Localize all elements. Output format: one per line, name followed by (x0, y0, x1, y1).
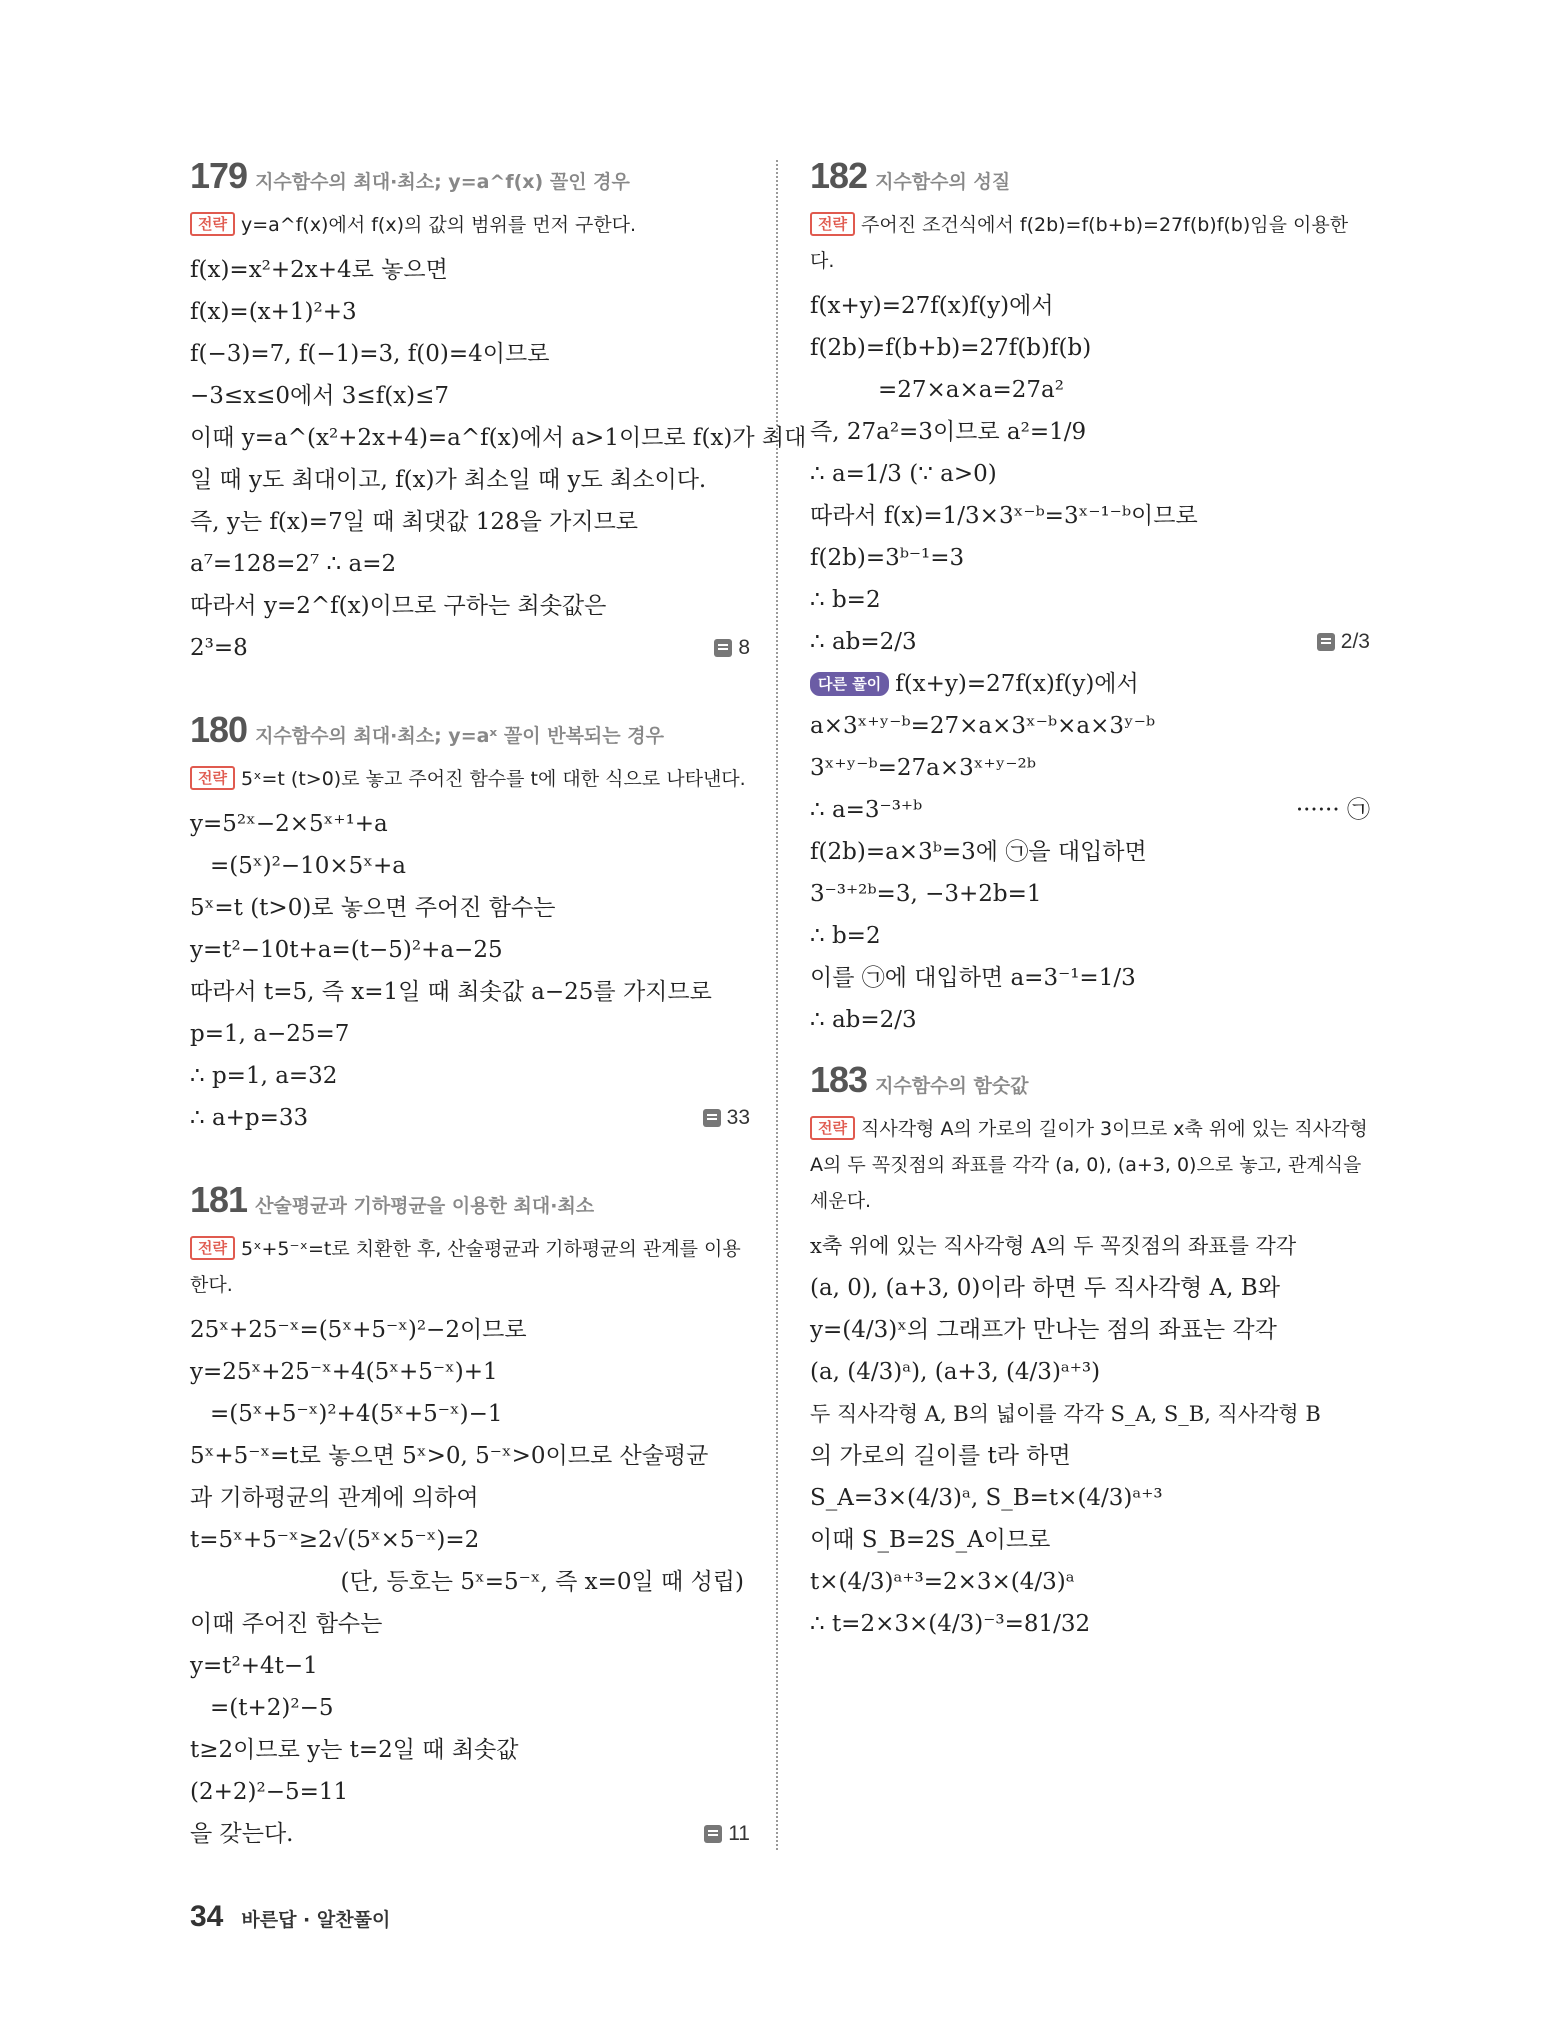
problem-header (810, 155, 1370, 197)
solution-line: ∴ ab=2/3 (810, 629, 917, 655)
alternate-solution-header (810, 663, 1370, 705)
solution-line: t×(4/3)ᵃ⁺³=2×3×(4/3)ᵃ (810, 1569, 1075, 1595)
solution-line: 2³=8 (190, 635, 248, 661)
strategy-badge: 전략 (810, 212, 855, 236)
solution-line: 5ˣ=t (t>0)로 놓으면 주어진 함수는 (190, 895, 556, 921)
strategy-text: 주어진 조건식에서 f(2b)=f(b+b)=27f(b)f(b)임을 이용한다. (810, 214, 1349, 272)
solution-line: f(2b)=a×3ᵇ=3에 ㉠을 대입하면 (810, 839, 1147, 865)
strategy (190, 761, 750, 797)
problem-number: 181 (190, 1179, 248, 1220)
answer (704, 1822, 750, 1846)
problem-title: 지수함수의 최대·최소; y=aˣ 꼴이 반복되는 경우 (255, 725, 664, 747)
solution-line: f(−3)=7, f(−1)=3, f(0)=4이므로 (190, 341, 550, 367)
solution-line: 따라서 t=5, 즉 x=1일 때 최솟값 a−25를 가지므로 (190, 979, 712, 1005)
answer (1317, 630, 1370, 654)
solution-line: (a, 0), (a+3, 0)이라 하면 두 직사각형 A, B와 (810, 1275, 1280, 1301)
solution-line: a×3ˣ⁺ʸ⁻ᵇ=27×a×3ˣ⁻ᵇ×a×3ʸ⁻ᵇ (810, 713, 1156, 739)
problem-title: 지수함수의 최대·최소; y=a^f(x) 꼴인 경우 (255, 171, 630, 193)
solution-line: f(x)=(x+1)²+3 (190, 299, 357, 325)
strategy (190, 207, 750, 243)
solution-line: ∴ t=2×3×(4/3)⁻³=81/32 (810, 1611, 1091, 1637)
solution-line: 이때 y=a^(x²+2x+4)=a^f(x)에서 a>1이므로 f(x)가 최대 (190, 425, 807, 451)
problem-header (190, 709, 750, 751)
problem-182 (810, 155, 1370, 1041)
solution-line: =(5ˣ+5⁻ˣ)²+4(5ˣ+5⁻ˣ)−1 (210, 1401, 503, 1427)
solution-line: 이를 ㉠에 대입하면 a=3⁻¹=1/3 (810, 965, 1136, 991)
solution-line: 즉, 27a²=3이므로 a²=1/9 (810, 419, 1087, 445)
book-name: 바른답 · 알찬풀이 (241, 1909, 391, 1931)
problem-179 (190, 155, 807, 669)
solution-line: f(2b)=f(b+b)=27f(b)f(b) (810, 335, 1092, 361)
answer-icon (704, 1825, 722, 1843)
solution-line: 따라서 y=2^f(x)이므로 구하는 최솟값은 (190, 593, 607, 619)
page-number: 34 (190, 1900, 224, 1933)
answer (703, 1106, 750, 1130)
strategy-text: 직사각형 A의 가로의 길이가 3이므로 x축 위에 있는 직사각형 A의 두 꼭짓점의 좌표를 각각 (a, 0), (a+3, 0)으로 놓고, 관계식을 세운다. (810, 1118, 1368, 1212)
answer-icon (703, 1109, 721, 1127)
solution-line: 과 기하평균의 관계에 의하여 (190, 1485, 479, 1511)
solution-line: t≥2이므로 y는 t=2일 때 최솟값 (190, 1737, 519, 1763)
solution-line: 을 갖는다. (190, 1821, 294, 1847)
problem-180 (190, 709, 750, 1139)
answer-value: 8 (738, 636, 750, 659)
solution-line: ∴ a+p=33 (190, 1105, 309, 1131)
solution-line: y=25ˣ+25⁻ˣ+4(5ˣ+5⁻ˣ)+1 (190, 1359, 498, 1385)
answer-value: 33 (726, 1106, 750, 1129)
solution-line: ∴ b=2 (810, 587, 881, 613)
page-footer (190, 1900, 390, 1934)
strategy-badge: 전략 (190, 212, 235, 236)
strategy (810, 207, 1370, 279)
marked-line (810, 789, 1370, 831)
solution-line: =(t+2)²−5 (210, 1695, 334, 1721)
solution-line: ∴ b=2 (810, 923, 881, 949)
solution-line: y=t²−10t+a=(t−5)²+a−25 (190, 937, 503, 963)
answer-row (190, 1097, 750, 1139)
problem-header (190, 1179, 750, 1221)
problem-header (190, 155, 750, 197)
solution-line: f(x+y)=27f(x)f(y)에서 (810, 293, 1054, 319)
problem-183 (810, 1059, 1370, 1645)
solution-line: (단, 등호는 5ˣ=5⁻ˣ, 즉 x=0일 때 성립) (340, 1569, 744, 1595)
solution-line: ∴ ab=2/3 (810, 1007, 917, 1033)
solution-line: ∴ a=3⁻³⁺ᵇ (810, 797, 923, 823)
column-divider (776, 160, 778, 1850)
problem-title: 산술평균과 기하평균을 이용한 최대·최소 (255, 1195, 595, 1217)
answer-icon (714, 639, 732, 657)
solution-line: =(5ˣ)²−10×5ˣ+a (210, 853, 406, 879)
solution-line: 이때 주어진 함수는 (190, 1611, 383, 1637)
solution-line: x축 위에 있는 직사각형 A의 두 꼭짓점의 좌표를 각각 (810, 1234, 1297, 1258)
answer-row (190, 1813, 750, 1855)
solution-line: =27×a×a=27a² (878, 377, 1064, 403)
solution-line: 3ˣ⁺ʸ⁻ᵇ=27a×3ˣ⁺ʸ⁻²ᵇ (810, 755, 1036, 781)
problem-number: 180 (190, 709, 248, 750)
solution-line: 의 가로의 길이를 t라 하면 (810, 1443, 1071, 1469)
solution-line: t=5ˣ+5⁻ˣ≥2√(5ˣ×5⁻ˣ)=2 (190, 1527, 480, 1553)
solution-line: y=t²+4t−1 (190, 1653, 318, 1679)
solution-line: (2+2)²−5=11 (190, 1779, 349, 1805)
answer-value: 11 (728, 1822, 750, 1845)
problem-number: 179 (190, 155, 248, 196)
solution-line: a⁷=128=2⁷ ∴ a=2 (190, 551, 397, 577)
problem-number: 183 (810, 1059, 868, 1100)
strategy-badge: 전략 (190, 1236, 235, 1260)
solution-line: 두 직사각형 A, B의 넓이를 각각 S_A, S_B, 직사각형 B (810, 1402, 1321, 1426)
answer-row (810, 621, 1370, 663)
solution-line: 일 때 y도 최대이고, f(x)가 최소일 때 y도 최소이다. (190, 467, 707, 493)
solution-line: 3⁻³⁺²ᵇ=3, −3+2b=1 (810, 881, 1042, 907)
problem-title: 지수함수의 함숫값 (875, 1075, 1029, 1097)
solution-line: 이때 S_B=2S_A이므로 (810, 1527, 1051, 1553)
strategy (190, 1231, 750, 1303)
solution-line: (a, (4/3)ᵃ), (a+3, (4/3)ᵃ⁺³) (810, 1359, 1101, 1385)
answer-icon (1317, 633, 1335, 651)
strategy-badge: 전략 (810, 1116, 855, 1140)
strategy-text: y=a^f(x)에서 f(x)의 값의 범위를 먼저 구한다. (240, 214, 637, 236)
left-column (190, 155, 807, 1895)
solution-line: f(x)=x²+2x+4로 놓으면 (190, 257, 448, 283)
equation-marker: ······ ㉠ (1295, 797, 1370, 823)
right-column (810, 155, 1370, 1685)
strategy-text: 5ˣ+5⁻ˣ=t로 치환한 후, 산술평균과 기하평균의 관계를 이용한다. (190, 1238, 741, 1296)
alternate-solution-badge: 다른 풀이 (810, 672, 889, 696)
answer-value: 2/3 (1340, 630, 1370, 653)
solution-line: y=(4/3)ˣ의 그래프가 만나는 점의 좌표는 각각 (810, 1317, 1277, 1343)
solution-line: 25ˣ+25⁻ˣ=(5ˣ+5⁻ˣ)²−2이므로 (190, 1317, 527, 1343)
answer (714, 636, 750, 660)
problem-number: 182 (810, 155, 868, 196)
solution-line: ∴ a=1/3 (∵ a>0) (810, 461, 997, 487)
solution-line: 즉, y는 f(x)=7일 때 최댓값 128을 가지므로 (190, 509, 639, 535)
solution-line: S_A=3×(4/3)ᵃ, S_B=t×(4/3)ᵃ⁺³ (810, 1485, 1163, 1511)
solution-line: p=1, a−25=7 (190, 1021, 350, 1047)
solution-line: 따라서 f(x)=1/3×3ˣ⁻ᵇ=3ˣ⁻¹⁻ᵇ이므로 (810, 503, 1198, 529)
problem-header (810, 1059, 1370, 1101)
strategy-badge: 전략 (190, 766, 235, 790)
problem-181 (190, 1179, 750, 1855)
solution-line: f(x+y)=27f(x)f(y)에서 (895, 671, 1139, 697)
solution-line: ∴ p=1, a=32 (190, 1063, 338, 1089)
strategy-text: 5ˣ=t (t>0)로 놓고 주어진 함수를 t에 대한 식으로 나타낸다. (240, 768, 746, 790)
answer-row (190, 627, 750, 669)
strategy (810, 1111, 1370, 1219)
solution-line: 5ˣ+5⁻ˣ=t로 놓으면 5ˣ>0, 5⁻ˣ>0이므로 산술평균 (190, 1443, 709, 1469)
solution-line: y=5²ˣ−2×5ˣ⁺¹+a (190, 811, 388, 837)
solution-line: −3≤x≤0에서 3≤f(x)≤7 (190, 383, 450, 409)
solution-line: f(2b)=3ᵇ⁻¹=3 (810, 545, 965, 571)
problem-title: 지수함수의 성질 (875, 171, 1011, 193)
